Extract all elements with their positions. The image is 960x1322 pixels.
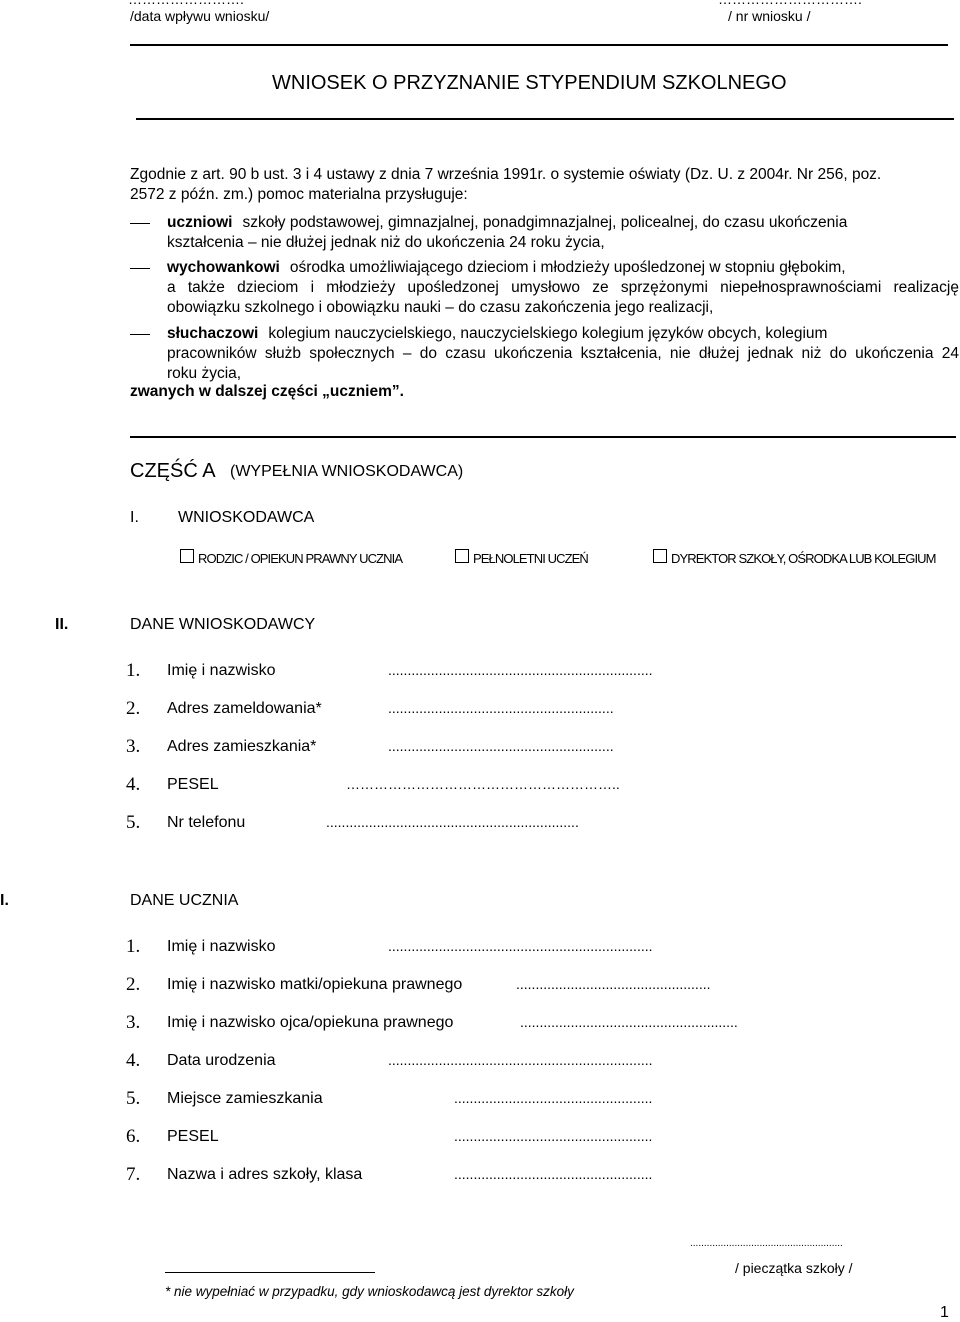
father-name-label: Imię i nazwisko ojca/opiekuna prawnego [167,1014,454,1031]
form-title: WNIOSEK O PRZYZNANIE STYPENDIUM SZKOLNEGO [272,72,787,94]
intro: Zgodnie z art. 90 b ust. 3 i 4 ustawy z dnia 7 września 1991r. o systemie oświaty (Dz. U. z 2004r. Nr 256, poz. 2572 z późn. zm.) pomoc materialna przysługuje: [130,166,882,203]
checkbox-director[interactable] [653,549,667,563]
field-num: 2. [126,698,141,719]
student-pesel-label: PESEL [167,1128,219,1145]
field-num: 1. [126,660,141,681]
phone-label: Nr telefonu [167,814,246,831]
part-a-subtitle: (WYPEŁNIA WNIOSKODAWCA) [230,463,464,480]
field-num: 2. [126,974,141,995]
page-number: 1 [940,1304,949,1321]
bullet-dash [130,334,150,335]
field-num: 6. [126,1126,141,1147]
checkbox-adult-student[interactable] [455,549,469,563]
title-rule [136,118,954,120]
birth-date-label: Data urodzenia [167,1052,276,1069]
part-a-title: CZĘŚĆ A [130,460,216,482]
student-name-field[interactable]: .................................................................... [388,938,653,954]
student-name-label: Imię i nazwisko [167,938,276,955]
option-adult-student-label: PEŁNOLETNI UCZEŃ [473,551,588,566]
student-residence-field[interactable]: ................................................... [454,1090,653,1106]
birth-date-field[interactable]: .................................................................... [388,1052,653,1068]
section-1-title: WNIOSKODAWCA [178,509,315,526]
footnote-rule [165,1272,375,1273]
option-director-label: DYREKTOR SZKOŁY, OŚRODKA LUB KOLEGIUM [671,551,936,566]
bullet-dash [130,268,150,269]
phone-field[interactable]: ................................................................. [326,814,579,830]
field-num: 3. [126,1012,141,1033]
section-2-num: II. [55,616,69,633]
option-parent-label: RODZIC / OPIEKUN PRAWNY UCZNIA [198,551,403,566]
field-num: 5. [126,812,141,833]
section-3-num: I. [0,892,9,909]
nr-dots [718,0,862,7]
footnote: * nie wypełniać w przypadku, gdy wnioskodawcą jest dyrektor szkoły [165,1284,574,1299]
mother-name-label: Imię i nazwisko matki/opiekuna prawnego [167,976,463,993]
registered-address-label: Adres zameldowania* [167,700,322,717]
school-field[interactable]: ................................................... [454,1166,653,1182]
student-residence-label: Miejsce zamieszkania [167,1090,323,1107]
registered-address-field[interactable]: .......................................................... [388,700,614,716]
zwanych-text: zwanych w dalszej części „uczniem”. [130,383,404,400]
field-num: 7. [126,1164,141,1185]
residence-address-field[interactable]: .......................................................... [388,738,614,754]
header-rule [130,44,948,46]
student-pesel-field[interactable]: ................................................... [454,1128,653,1144]
section-1-num: I. [130,509,139,526]
field-num: 1. [126,936,141,957]
applicant-name-label: Imię i nazwisko [167,662,276,679]
section-3-title: DANE UCZNIA [130,892,239,909]
applicant-name-field[interactable]: .................................................................... [388,662,653,678]
section-2-title: DANE WNIOSKODAWCY [130,616,316,633]
field-num: 4. [126,1050,141,1071]
applicant-pesel-label: PESEL [167,776,219,793]
father-name-field[interactable]: ........................................................ [520,1014,738,1030]
field-num: 4. [126,774,141,795]
residence-address-label: Adres zamieszkania* [167,738,317,755]
bullet-dash [130,223,150,224]
field-num: 5. [126,1088,141,1109]
stamp-label: / pieczątka szkoły / [735,1260,853,1276]
date-dots [128,0,244,7]
checkbox-parent[interactable] [180,549,194,563]
date-label: /data wpływu wniosku/ [130,8,270,24]
nr-label: / nr wniosku / [728,8,811,24]
bullet-sluchaczowi: słuchaczowi kolegium nauczycielskiego, nauczycielskiego kolegium języków obcych, kolegium pracowników służb społecznych – do czasu ukończenia kształcenia, nie dłużej jednak niż do ukończenia 24 roku życia, [167,325,959,382]
mother-name-field[interactable]: .................................................. [516,976,711,992]
field-num: 3. [126,736,141,757]
bullet-wychowankowi: wychowankowi ośrodka umożliwiającego dzieciom i młodzieży upośledzonej w stopniu głębokim, a także dzieciom i młodzieży upośledzonej umysłowo ze sprzężonymi niepełnosprawnościami realizację obowiązku szkolnego i obowiązku nauki – do czasu zakończenia jego realizacji, [167,259,959,316]
applicant-pesel-field[interactable]: ………………………………………………….. [346,776,620,792]
bullet-uczniowi: uczniowi szkoły podstawowej, gimnazjalnej, ponadgimnazjalnej, policealnej, do czasu ukończenia kształcenia – nie dłużej jednak niż do ukończenia 24 roku życia, [167,214,848,251]
stamp-dots: ....................................................... [690,1238,843,1249]
school-label: Nazwa i adres szkoły, klasa [167,1166,363,1183]
section-rule [130,436,956,438]
